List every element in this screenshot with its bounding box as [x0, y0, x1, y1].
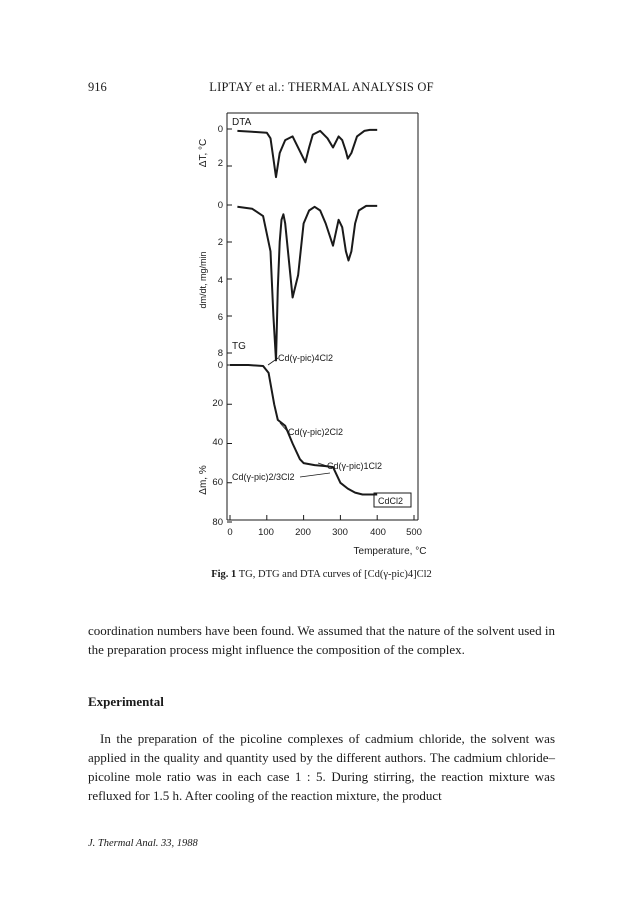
section-heading-experimental: Experimental — [88, 694, 164, 709]
dtg-ylabel: dm/dt, mg/min — [198, 251, 208, 309]
xtick-1: 100 — [258, 527, 274, 538]
thermal-analysis-chart — [190, 105, 450, 565]
figure — [190, 105, 450, 570]
dtg-curve — [237, 206, 377, 361]
paragraph-2: In the preparation of the picoline complexes of cadmium chloride, the solvent was applied in the quality and quantity used by the different authors. The cadmium chloride–picoline mole ratio was in each case 1 : 5. During stirring, the reaction mixture was refluxed for 1.5 h. After cooling of the reaction mixture, the product — [88, 731, 555, 803]
xtick-0: 0 — [227, 527, 233, 538]
tg-annotation-4: CdCl2 — [378, 496, 404, 506]
dtg-ytick-0: 0 — [217, 200, 223, 211]
dta-curve — [237, 130, 377, 177]
xtick-3: 300 — [332, 527, 348, 538]
tg-ytick-1: 20 — [212, 398, 223, 409]
dta-panel-title: DTA — [232, 117, 252, 128]
tg-annotation-1: Cd(γ-pic)2Cl2 — [288, 427, 344, 437]
journal-footer: J. Thermal Anal. 33, 1988 — [88, 838, 198, 849]
dta-ylabel: ΔT, °C — [198, 138, 209, 168]
tg-ytick-3: 60 — [212, 477, 223, 488]
tg-leader-3 — [300, 473, 330, 477]
caption-label: Fig. 1 — [211, 569, 237, 580]
tg-panel-title: TG — [232, 341, 246, 352]
tg-annotation-2: Cd(γ-pic)1Cl2 — [327, 461, 383, 471]
xtick-4: 400 — [370, 527, 386, 538]
paragraph-1: coordination numbers have been found. We assumed that the nature of the solvent used in the preparation process might influence the composition of the complex. — [88, 623, 555, 657]
tg-ylabel: Δm, % — [198, 465, 209, 495]
xtick-2: 200 — [295, 527, 311, 538]
dtg-ytick-4: 8 — [217, 348, 223, 359]
dtg-ytick-2: 4 — [217, 275, 223, 286]
tg-xlabel: Temperature, °C — [353, 546, 427, 557]
xtick-5: 500 — [406, 527, 422, 538]
tg-ytick-2: 40 — [212, 437, 223, 448]
dta-ytick-0: 0 — [217, 124, 223, 135]
running-head: LIPTAY et al.: THERMAL ANALYSIS OF — [209, 80, 434, 94]
dtg-ytick-3: 6 — [217, 312, 223, 323]
dtg-ytick-1: 2 — [217, 237, 223, 248]
curves-layer — [230, 130, 377, 495]
page-number: 916 — [88, 80, 107, 94]
dta-ytick-1: 2 — [217, 158, 223, 169]
tg-annotation-3: Cd(γ-pic)2/3Cl2 — [232, 472, 295, 482]
tg-ytick-4: 80 — [212, 517, 223, 528]
ticks-layer — [227, 129, 414, 522]
tg-annotation-0: Cd(γ-pic)4Cl2 — [278, 353, 334, 363]
tg-ytick-0: 0 — [217, 360, 223, 371]
figure-caption — [0, 569, 643, 580]
caption-text: TG, DTG and DTA curves of [Cd(γ-pic)4]Cl2 — [238, 569, 432, 580]
